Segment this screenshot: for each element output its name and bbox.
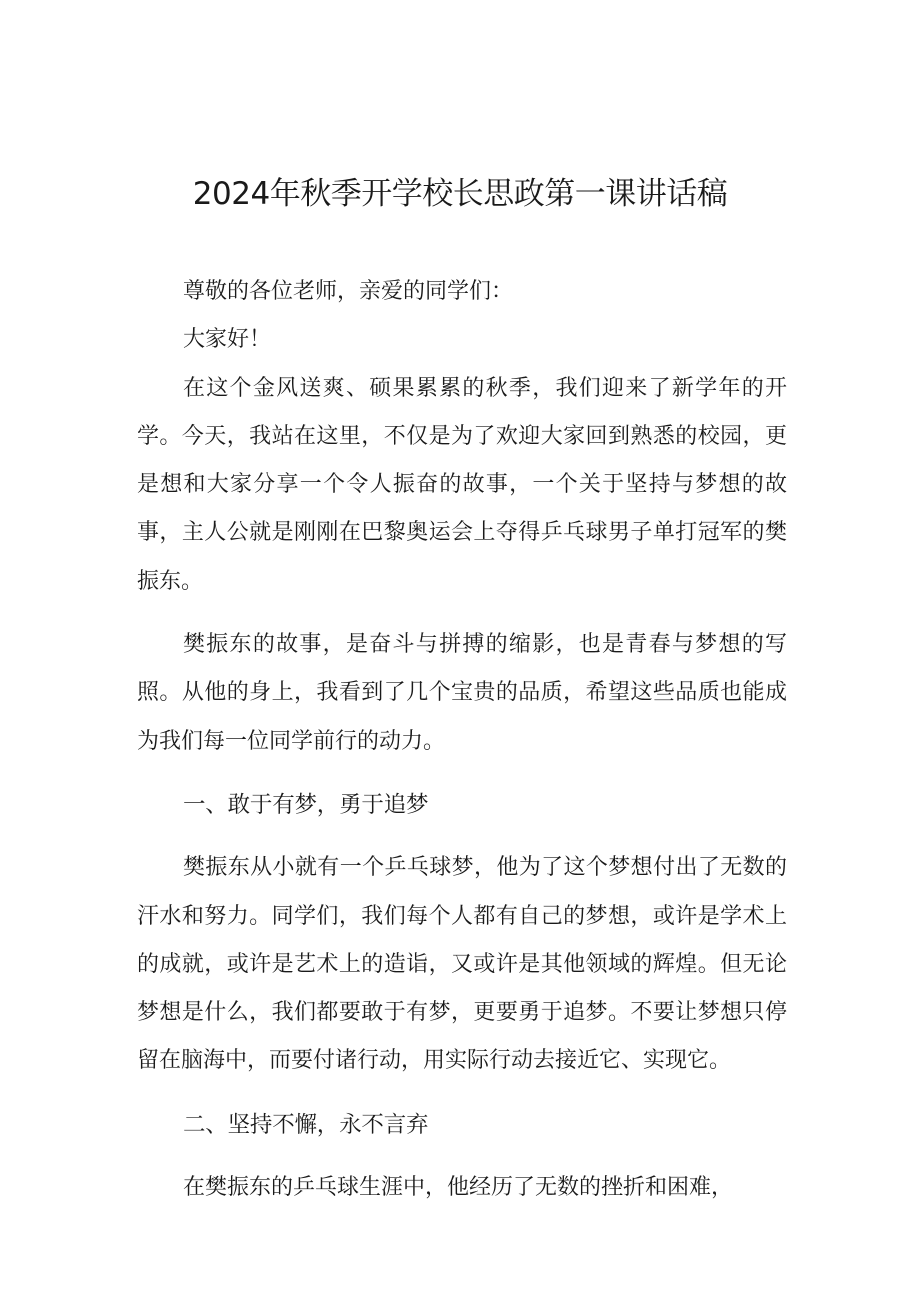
paragraph-persist: 在樊振东的乒乓球生涯中，他经历了无数的挫折和困难， [183, 1175, 734, 1201]
section-heading-one: 一、敢于有梦，勇于追梦 [183, 791, 429, 818]
document-body [137, 268, 787, 1212]
section-heading-two: 二、坚持不懈，永不言弃 [183, 1111, 429, 1138]
greeting: 大家好！ [183, 327, 272, 353]
paragraph-qualities: 樊振东的故事，是奋斗与拼搏的缩影，也是青春与梦想的写照。从他的身上，我看到了几个宝贵的品质，希望这些品质也能成为我们每一位同学前行的动力。 [137, 632, 787, 754]
document-title: 2024年秋季开学校长思政第一课讲话稿 [192, 176, 728, 212]
paragraph-dream: 樊振东从小就有一个乒乓球梦，他为了这个梦想付出了无数的汗水和努力。同学们，我们每个人都有自己的梦想，或许是学术上的成就，或许是艺术上的造诣，又或许是其他领域的辉煌。但无论梦想是什么，我们都要敢于有梦，更要勇于追梦。不要让梦想只停留在脑海中，而要付诸行动，用实际行动去接近它、实现它。 [137, 855, 787, 1074]
salutation: 尊敬的各位老师，亲爱的同学们： [183, 279, 514, 304]
paragraph-intro: 在这个金风送爽、硕果累累的秋季，我们迎来了新学年的开学。今天，我站在这里，不仅是为了欢迎大家回到熟悉的校园，更是想和大家分享一个令人振奋的故事，一个关于坚持与梦想的故事，主人公就是刚刚在巴黎奥运会上夺得乒乓球男子单打冠军的樊振东。 [137, 375, 787, 594]
